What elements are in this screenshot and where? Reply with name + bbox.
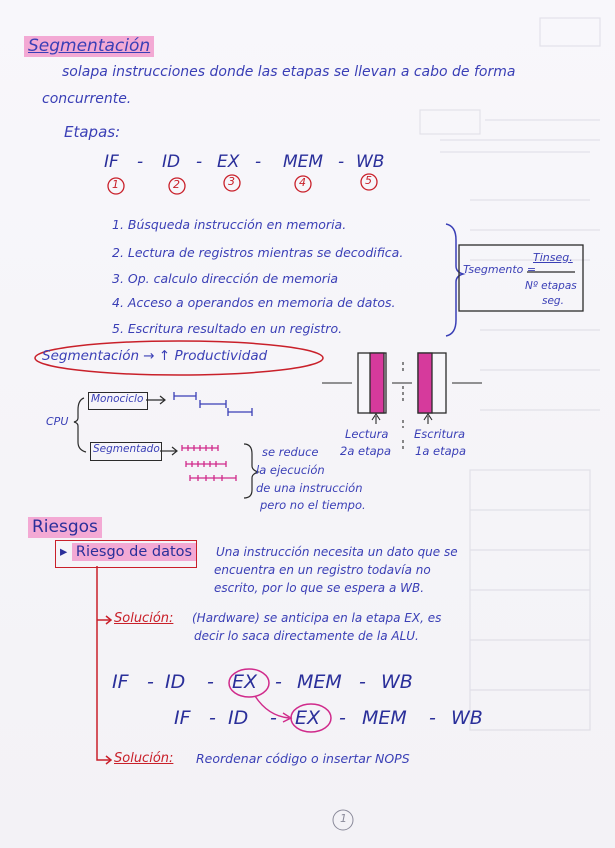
stage-mem: MEM <box>283 152 324 172</box>
stage-number-2: 2 <box>173 178 180 191</box>
stage-number-5: 5 <box>365 174 372 187</box>
page-number: 1 <box>340 812 347 825</box>
stage-wb: WB <box>356 152 385 172</box>
page-title: Segmentación <box>24 36 154 57</box>
bullet-triangle-icon: ▸ <box>60 544 68 560</box>
cpu-label: CPU <box>46 415 69 428</box>
pipe1-ex: EX <box>232 671 258 693</box>
riesgo-datos-text: Riesgo de datos <box>72 543 196 561</box>
riesgo-desc-line-3: escrito, por lo que se espera a WB. <box>214 581 425 595</box>
etapas-label: Etapas: <box>64 123 121 141</box>
solucion2-text: Reordenar código o insertar NOPS <box>196 751 410 766</box>
solucion1-line-1: (Hardware) se anticipa en la etapa EX, es <box>192 611 442 625</box>
notebook-page: Segmentación solapa instrucciones donde las etapas se llevan a cabo de forma concurrente. Etapas: IF - ID - EX - MEM - WB 1 2 3 4 5 1. Búsqueda instrucción en memoria. 2. Lectura de registros mientras se decodifica. 3. Op. calculo dirección de memoria 4. Acceso a operandos en memoria de datos. 5. Escritura resultado en un registro. Tsegmento = Tinseg. Nº etapas seg. Segmentación → ↑ Productividad CPU Monociclo Segmentado se reduce la ejecución de una instrucción pero no el tiempo. Lectura 2a etapa Escritura 1a etapa Riesgos ▸ Riesgo de datos Una instrucción necesita un dato que se encuentra en un registro todavía no escrito, por lo que se espera a WB. Solución: (Hardware) se anticipa en la etapa EX, es decir lo saca directamente de la ALU. IF - ID - EX - MEM - WB IF - ID - EX - MEM - WB Solución: Reordenar código o insertar NOPS 1 <box>0 0 615 848</box>
solucion1-line-2: decir lo saca directamente de la ALU. <box>194 629 419 643</box>
pipe1-wb: WB <box>381 671 413 693</box>
pipe1-id: ID <box>165 671 186 693</box>
etapa-item-4: 4. Acceso a operandos en memoria de datos. <box>112 295 396 310</box>
stage-number-1: 1 <box>112 178 119 191</box>
cpu-note-line-3: de una instrucción <box>256 481 363 495</box>
segmentado-label: Segmentado <box>93 443 160 455</box>
monociclo-label: Monociclo <box>91 393 144 405</box>
bars-right-caption-2: 1a etapa <box>415 444 466 458</box>
formula-denominator-bottom: seg. <box>542 295 564 307</box>
stage-ex: EX <box>217 152 240 172</box>
cpu-note-line-1: se reduce <box>262 445 319 459</box>
bars-left-caption-1: Lectura <box>345 427 389 441</box>
stage-if: IF <box>104 152 119 172</box>
formula-denominator-top: Nº etapas <box>525 280 577 292</box>
intro-line-2: concurrente. <box>42 91 132 107</box>
pipe2-wb: WB <box>451 707 483 729</box>
riesgo-desc-line-2: encuentra en un registro todavía no <box>214 563 431 577</box>
etapa-item-3: 3. Op. calculo dirección de memoria <box>112 271 339 286</box>
bars-right-caption-1: Escritura <box>414 427 466 441</box>
riesgo-desc-line-1: Una instrucción necesita un dato que se <box>216 545 458 559</box>
pipe2-if: IF <box>174 707 191 729</box>
solucion2-label: Solución: <box>114 751 174 766</box>
pipe1-if: IF <box>112 671 129 693</box>
cpu-note-line-2: la ejecución <box>256 463 325 477</box>
intro-line-1: solapa instrucciones donde las etapas se llevan a cabo de forma <box>62 64 516 80</box>
pipe2-id: ID <box>228 707 249 729</box>
stage-number-3: 3 <box>228 175 235 188</box>
pipe2-mem: MEM <box>362 707 407 729</box>
productividad-text: Segmentación → ↑ Productividad <box>42 348 268 364</box>
formula-numerator: Tinseg. <box>533 251 573 264</box>
etapa-item-1: 1. Búsqueda instrucción en memoria. <box>112 217 347 232</box>
stage-id: ID <box>162 152 181 172</box>
bars-left-caption-2: 2a etapa <box>340 444 391 458</box>
solucion1-label: Solución: <box>114 611 174 626</box>
cpu-note-line-4: pero no el tiempo. <box>260 498 366 512</box>
etapa-item-5: 5. Escritura resultado en un registro. <box>112 321 343 336</box>
pipe1-mem: MEM <box>297 671 342 693</box>
formula-lhs: Tsegmento = <box>463 263 537 276</box>
stage-number-4: 4 <box>299 176 306 189</box>
etapa-item-2: 2. Lectura de registros mientras se decodifica. <box>112 245 404 260</box>
pipe2-ex: EX <box>295 707 321 729</box>
riesgos-title: Riesgos <box>28 517 102 538</box>
